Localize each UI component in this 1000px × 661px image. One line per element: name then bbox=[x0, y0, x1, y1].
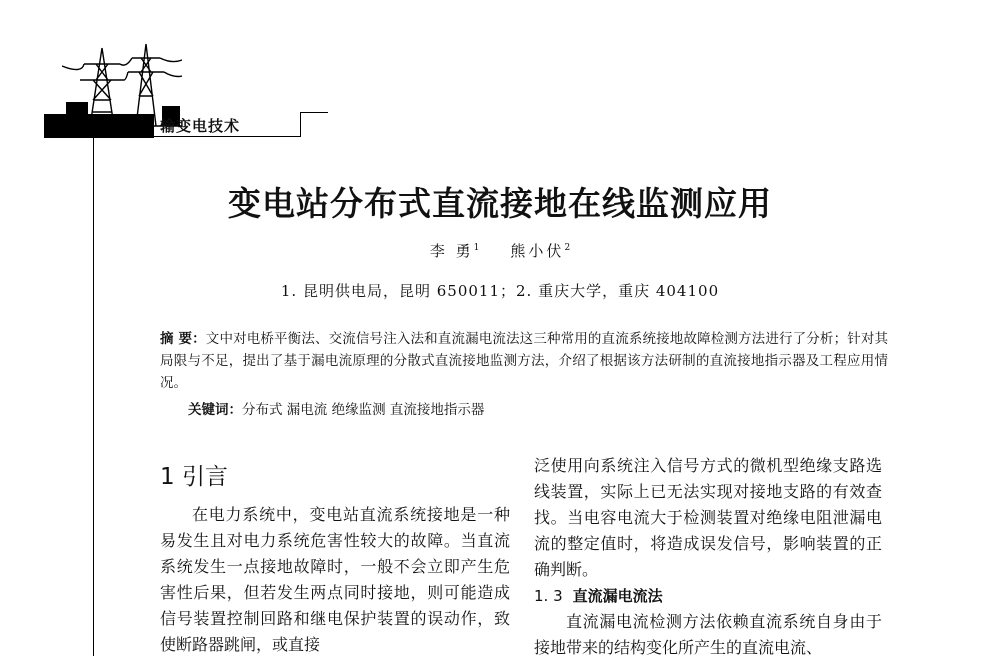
right-column bbox=[534, 453, 882, 661]
keywords-label: 关键词： bbox=[188, 402, 242, 418]
author-affiliation-mark: 2 bbox=[564, 243, 571, 253]
author-line bbox=[0, 240, 1000, 261]
paper-title: 变电站分布式直流接地在线监测应用 bbox=[228, 184, 772, 223]
abstract-label: 摘 要： bbox=[160, 331, 206, 347]
body-paragraph: 在电力系统中，变电站直流系统接地是一种易发生且对电力系统危害性较大的故障。当直流系统发生一点接地故障时，一般不会立即产生危害性后果，但若发生两点同时接地，则可能造成信号装置控制回路和继电保护装置的误动作，致使断路器跳闸，或直接 bbox=[160, 505, 510, 654]
section-label: 输变电技术 bbox=[160, 117, 241, 135]
keywords bbox=[188, 400, 484, 420]
author-affiliation-mark: 1 bbox=[473, 243, 480, 253]
subsection-heading bbox=[534, 583, 882, 609]
section-heading: 1 引言 bbox=[160, 464, 228, 490]
abstract bbox=[160, 328, 888, 394]
keywords-text: 分布式 漏电流 绝缘监测 直流接地指示器 bbox=[242, 402, 485, 418]
body-paragraph: 直流漏电流检测方法依赖直流系统自身由于接地带来的结构变化所产生的直流电流、 bbox=[534, 612, 882, 657]
abstract-text: 文中对电桥平衡法、交流信号注入法和直流漏电流法这三种常用的直流系统接地故障检测方法进行了分析；针对其局限与不足，提出了基于漏电流原理的分散式直流接地监测方法，介绍了根据该方法研制的直流接地指示器及工程应用情况。 bbox=[160, 331, 889, 391]
author-name: 李 勇 bbox=[429, 242, 474, 260]
subsection-title: 直流漏电流法 bbox=[572, 587, 663, 605]
author-name: 熊小伏 bbox=[510, 242, 565, 260]
header-rule bbox=[154, 136, 300, 137]
header-rule-tick bbox=[300, 112, 301, 137]
header-rule-top bbox=[300, 112, 328, 113]
affiliations: 1. 昆明供电局，昆明 650011；2. 重庆大学，重庆 404100 bbox=[280, 282, 720, 300]
body-paragraph: 泛使用向系统注入信号方式的微机型绝缘支路选线装置，实际上已无法实现对接地支路的有效查找。当电容电流大于检测装置对绝缘电阻泄漏电流的整定值时，将造成误发信号，影响装置的正确判断。 bbox=[534, 456, 882, 579]
header-black-bar bbox=[44, 114, 154, 138]
subsection-number: 1. 3 bbox=[534, 587, 563, 605]
